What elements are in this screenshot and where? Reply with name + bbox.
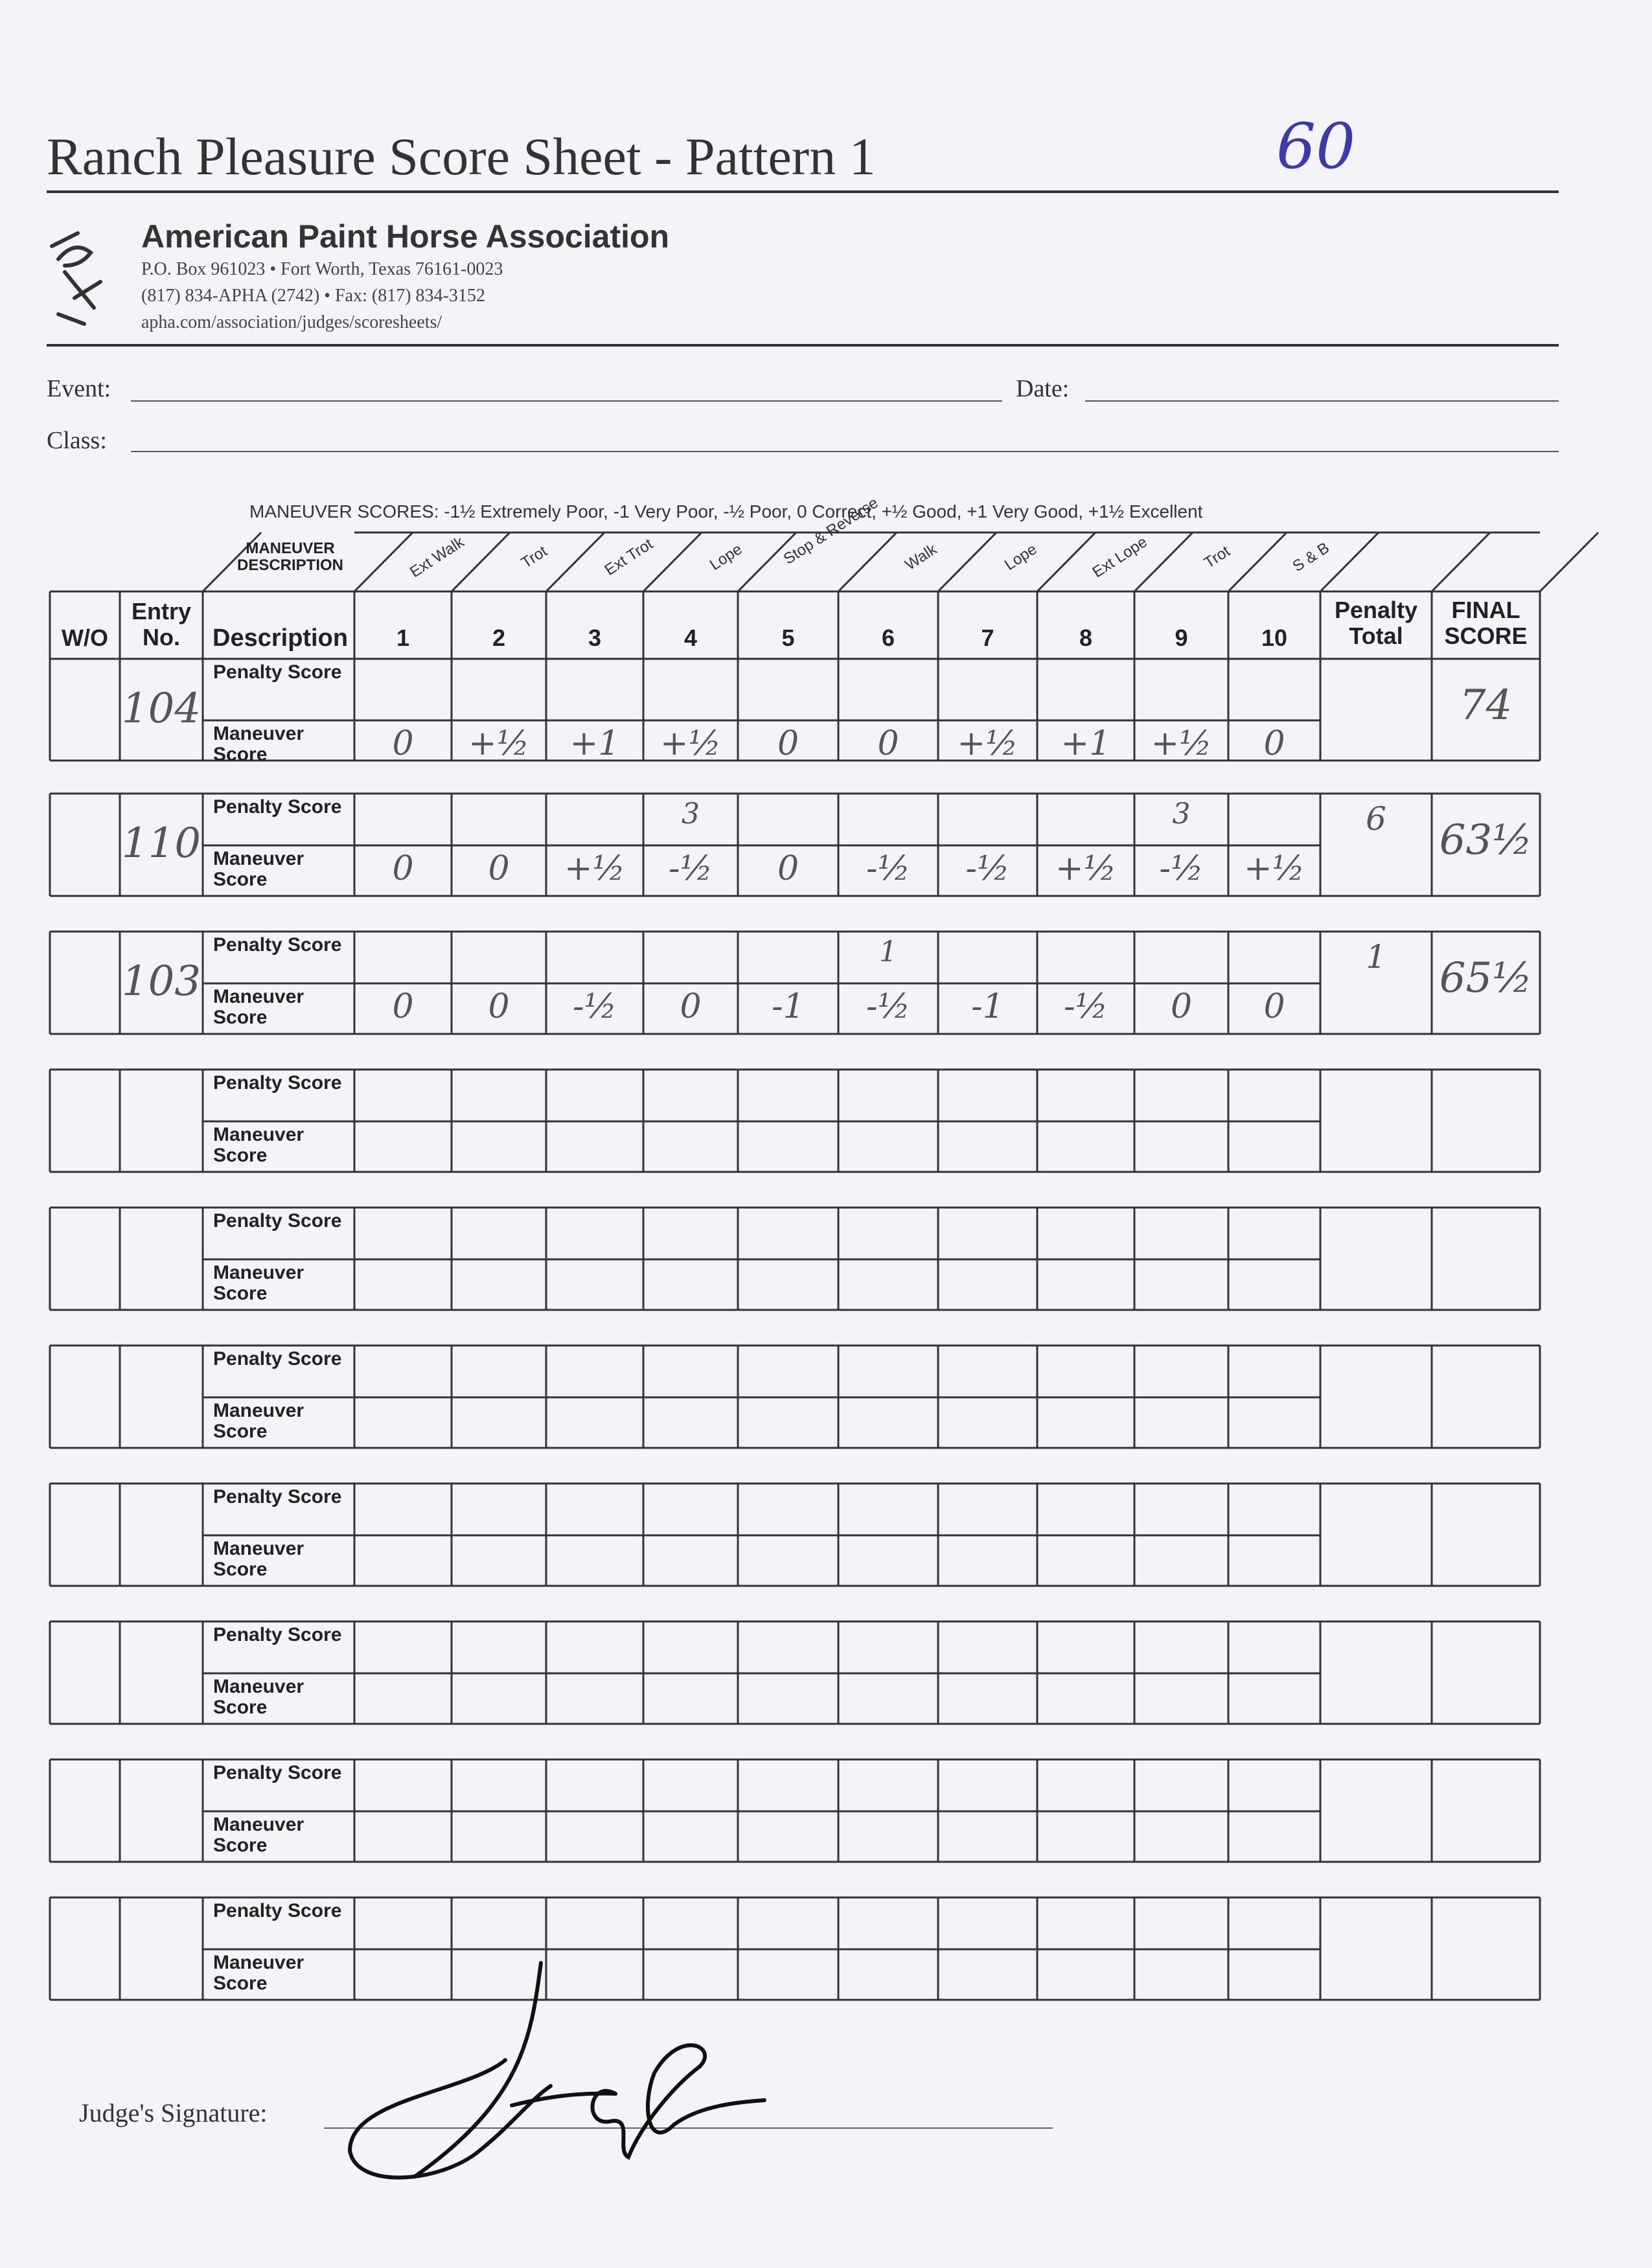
maneuver-name: S & B (1289, 539, 1333, 576)
maneuver-score-label: Maneuver Score (213, 848, 304, 890)
maneuver-name: Lope (1001, 540, 1040, 574)
maneuver-description-label: MANEUVER DESCRIPTION (236, 540, 343, 575)
final-score-cell[interactable]: 74 (1459, 682, 1513, 729)
maneuver-score-cell[interactable]: 0 (488, 849, 510, 888)
entry-number-cell[interactable]: 104 (121, 685, 201, 733)
maneuver-name: Stop & Reverse (780, 494, 882, 568)
class-label: Class: (47, 427, 107, 454)
maneuver-score-cell[interactable]: +½ (564, 849, 625, 888)
penalty-total-header: Penalty Total (1334, 597, 1418, 649)
maneuver-number-header: 10 (1261, 624, 1288, 651)
maneuver-band-divider (1540, 533, 1598, 591)
maneuver-score-label: Maneuver Score (213, 1262, 304, 1304)
org-address-line: P.O. Box 961023 • Fort Worth, Texas 76161-0023 (141, 259, 503, 279)
maneuver-score-cell[interactable]: 0 (392, 987, 414, 1026)
maneuver-score-cell[interactable]: +½ (468, 724, 529, 763)
maneuver-score-label: Maneuver Score (213, 1400, 304, 1442)
maneuver-score-cell[interactable]: -½ (965, 849, 1010, 888)
maneuver-score-cell[interactable]: -½ (573, 987, 617, 1026)
entry-number-cell[interactable]: 110 (121, 819, 201, 867)
penalty-score-label: Penalty Score (213, 1072, 342, 1094)
penalty-score-label: Penalty Score (213, 1210, 342, 1231)
corner-handwritten-note: 60 (1276, 110, 1356, 183)
maneuver-number-header: 1 (396, 624, 410, 651)
org-website-line: apha.com/association/judges/scoresheets/ (141, 312, 442, 332)
judge-signature-mark (337, 1956, 790, 2190)
maneuver-score-label: Maneuver Score (213, 1814, 304, 1856)
penalty-score-label: Penalty Score (213, 1762, 342, 1783)
event-label: Event: (47, 375, 111, 402)
maneuver-score-cell[interactable]: 0 (392, 724, 414, 763)
maneuver-score-cell[interactable]: 0 (680, 987, 702, 1026)
judge-signature-label: Judge's Signature: (79, 2098, 268, 2127)
maneuver-score-cell[interactable]: -½ (866, 849, 910, 888)
maneuver-score-cell[interactable]: -1 (772, 987, 805, 1026)
maneuver-band-divider (1432, 533, 1490, 591)
maneuver-score-cell[interactable]: +1 (569, 724, 620, 763)
maneuver-name: Ext Walk (407, 533, 468, 581)
penalty-score-cell[interactable]: 3 (1172, 797, 1191, 830)
maneuver-score-cell[interactable]: 0 (392, 849, 414, 888)
penalty-score-label: Penalty Score (213, 661, 342, 683)
maneuver-score-cell[interactable]: 0 (777, 849, 799, 888)
penalty-score-label: Penalty Score (213, 1348, 342, 1369)
org-phone-line: (817) 834-APHA (2742) • Fax: (817) 834-3152 (141, 286, 485, 306)
penalty-score-label: Penalty Score (213, 1486, 342, 1507)
maneuver-score-label: Maneuver Score (213, 1538, 304, 1580)
maneuver-name: Trot (518, 542, 551, 572)
penalty-total-cell[interactable]: 6 (1366, 800, 1386, 838)
entry-no-header: Entry No. (131, 598, 192, 650)
penalty-score-label: Penalty Score (213, 1624, 342, 1645)
penalty-score-cell[interactable]: 3 (682, 797, 700, 830)
maneuver-score-cell[interactable]: +½ (1151, 724, 1212, 763)
maneuver-score-cell[interactable]: +½ (1055, 849, 1116, 888)
maneuver-score-cell[interactable]: 0 (1263, 987, 1285, 1026)
maneuver-score-cell[interactable]: -½ (1159, 849, 1204, 888)
organization-name: American Paint Horse Association (141, 218, 670, 255)
maneuver-score-cell[interactable]: 0 (877, 724, 899, 763)
maneuver-score-label: Maneuver Score (213, 986, 304, 1028)
maneuver-name: Trot (1200, 542, 1233, 572)
maneuver-score-label: Maneuver Score (213, 1124, 304, 1166)
maneuver-number-header: 4 (683, 624, 698, 651)
maneuver-score-cell[interactable]: 0 (1170, 987, 1193, 1026)
maneuver-score-cell[interactable]: +½ (1244, 849, 1305, 888)
maneuver-score-cell[interactable]: -1 (971, 987, 1004, 1026)
penalty-score-label: Penalty Score (213, 934, 342, 956)
penalty-score-cell[interactable]: 1 (879, 935, 897, 968)
final-score-cell[interactable]: 65½ (1439, 954, 1533, 1002)
maneuver-score-legend: MANEUVER SCORES: -1½ Extremely Poor, -1 Very Poor, -½ Poor, 0 Correct, +½ Good, +1 Very Good, +1½ Excellent (249, 501, 1203, 521)
final-score-cell[interactable]: 63½ (1439, 816, 1533, 864)
maneuver-score-label: Maneuver Score (213, 1952, 304, 1994)
maneuver-score-cell[interactable]: 0 (1263, 724, 1285, 763)
maneuver-score-cell[interactable]: 0 (488, 987, 510, 1026)
maneuver-score-cell[interactable]: -½ (866, 987, 910, 1026)
maneuver-name: Ext Trot (601, 535, 656, 579)
entry-number-cell[interactable]: 103 (121, 957, 201, 1005)
description-header: Description (212, 624, 349, 652)
date-label: Date: (1016, 375, 1070, 402)
penalty-score-label: Penalty Score (213, 796, 342, 818)
page-title: Ranch Pleasure Score Sheet - Pattern 1 (47, 127, 876, 186)
maneuver-number-header: 5 (781, 624, 795, 651)
maneuver-name: Ext Lope (1089, 533, 1151, 582)
maneuver-score-cell[interactable]: 0 (777, 724, 799, 763)
maneuver-number-header: 3 (588, 624, 602, 651)
maneuver-score-cell[interactable]: +½ (660, 724, 721, 763)
maneuver-number-header: 8 (1079, 624, 1093, 651)
maneuver-score-cell[interactable]: -½ (669, 849, 713, 888)
wo-header: W/O (62, 624, 108, 651)
maneuver-score-cell[interactable]: +1 (1061, 724, 1111, 763)
maneuver-score-cell[interactable]: -½ (1064, 987, 1108, 1026)
final-score-header: FINAL SCORE (1444, 597, 1528, 649)
penalty-score-label: Penalty Score (213, 1900, 342, 1921)
maneuver-number-header: 6 (881, 624, 895, 651)
maneuver-number-header: 7 (981, 624, 994, 651)
maneuver-number-header: 9 (1175, 624, 1188, 651)
penalty-total-cell[interactable]: 1 (1366, 938, 1386, 976)
maneuver-name: Walk (902, 540, 941, 574)
maneuver-name: Lope (706, 540, 746, 574)
maneuver-score-cell[interactable]: +½ (957, 724, 1018, 763)
maneuver-score-label: Maneuver Score (213, 1676, 304, 1718)
maneuver-score-label: Maneuver Score (213, 723, 304, 765)
maneuver-number-header: 2 (492, 624, 506, 651)
